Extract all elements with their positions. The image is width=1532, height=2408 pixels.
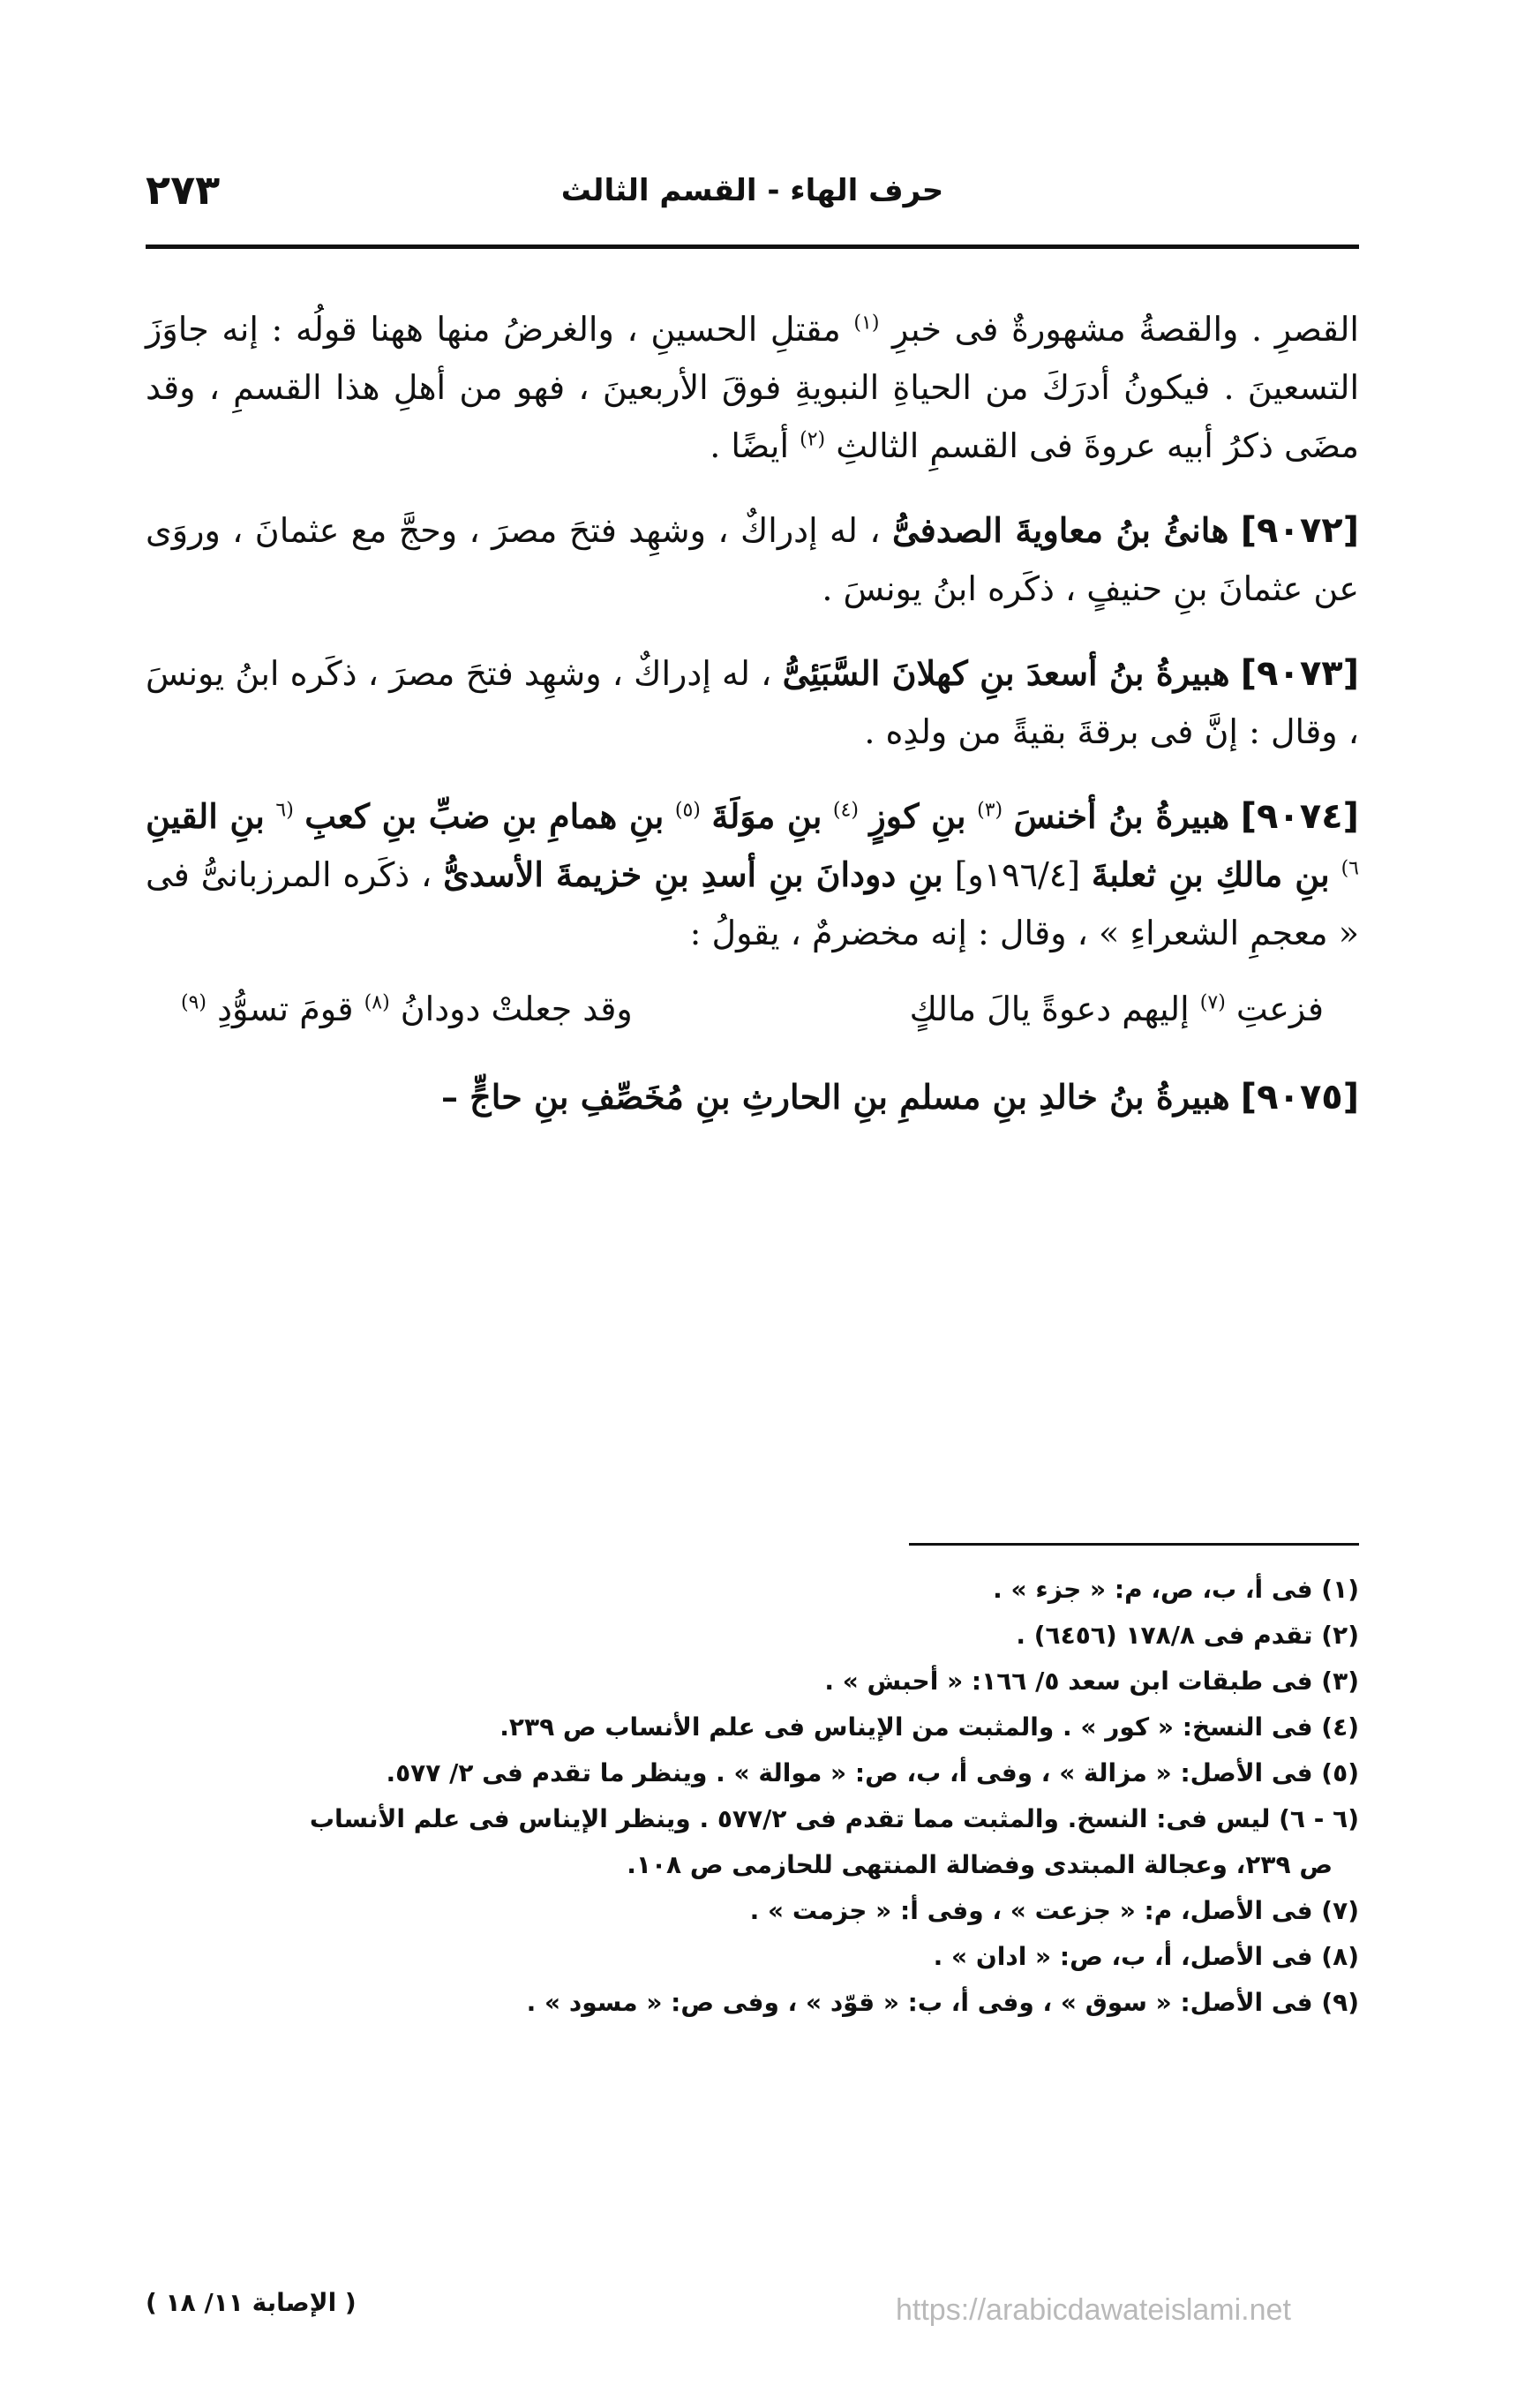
entry-number: [٩٠٧٢] [1240, 510, 1359, 551]
footnote: (٣) فى طبقات ابن سعد ٥/ ١٦٦: « أحبش » . [824, 1667, 1359, 1696]
footnote: (٥) فى الأصل: « مزالة » ، وفى أ، ب، ص: « موالة » . وينظر ما تقدم فى ٢/ ٥٧٧. [386, 1758, 1359, 1787]
entry-9073 [146, 644, 1359, 761]
footnote-ref[interactable]: ٦) [1340, 857, 1359, 880]
footnote-ref[interactable]: (٤) [832, 799, 859, 822]
entry-9075 [146, 1068, 1359, 1126]
footnote: (١) فى أ، ب، ص، م: « جزء » . [993, 1575, 1359, 1604]
page-number: ٢٧٣ [146, 166, 221, 214]
footnote-continuation: ص ٢٣٩، وعجالة المبتدى وفضالة المنتهى للحازمى ص ١٠٨. [627, 1850, 1333, 1879]
continuation-paragraph: القصرِ . والقصةُ مشهورةٌ فى خبرِ $^{(١)}$ مقتلِ الحسينِ ، والغرضُ منها ههنا قولُه : إنه جاوَزَ التسعينَ . فيكونُ أدرَكَ من الحياةِ النبويةِ فوقَ الأربعينَ ، فهو من أهلِ هذا القسمِ ، وقد مضَى ذكرُ أبيه عروةَ فى القسمِ الثالثِ $^{(٢)}$ أيضًا . [146, 310, 1359, 465]
footnote: (٦ - ٦) ليس فى: النسخ. والمثبت مما تقدم فى ٥٧٧/٢ . وينظر الإيناس فى علم الأنساب [309, 1804, 1359, 1833]
entry-number: [٩٠٧٤] [1240, 796, 1359, 837]
entry-text: ، له إدراكٌ ، وشهِد فتحَ مصرَ ، وحجَّ مع عثمانَ ، وروَى عن عثمانَ بنِ حنيفٍ ، ذكَره ابنُ يونسَ . [146, 511, 1359, 608]
entry-9072 [146, 501, 1359, 618]
footnote-ref[interactable]: (١) [853, 312, 880, 335]
verse [146, 980, 1359, 1038]
running-title: حرف الهاء - القسم الثالث [560, 173, 944, 208]
verse-second-hemistich: وقد جعلتْ دودانُ $^{(٨)}$ قومَ تسوُّدِ $^{(٩)}$ [181, 990, 633, 1028]
footnote-ref[interactable]: (٦ [275, 799, 294, 822]
entry-number: [٩٠٧٣] [1240, 653, 1359, 694]
entry-number: [٩٠٧٥] [1240, 1077, 1359, 1117]
footnote: (٧) فى الأصل، م: « جزعت » ، وفى أ: « جزمت » . [749, 1896, 1359, 1925]
footnote: (٢) تقدم فى ١٧٨/٨ (٦٤٥٦) . [1016, 1621, 1359, 1650]
volume-reference: [١٩٦/٤و] [954, 855, 1081, 894]
header-rule [146, 245, 1359, 249]
source-reference: ( الإصابة ١١/ ١٨ ) [146, 2288, 357, 2317]
entry-name: هانئُ بنُ معاويةَ الصدفىُّ [892, 510, 1229, 550]
entry-text: ، له إدراكٌ ، وشهِد فتحَ مصرَ ، ذكَره ابنُ يونسَ ، وقال : إنَّ فى برقةَ بقيةً من ولدِه . [146, 654, 1359, 751]
entry-9074: [٩٠٧٤] هبيرةُ بنُ أخنسَ $^{(٣)}$ بنِ كوزٍ $^{(٤)}$ بنِ موَلَةَ $^{(٥)}$ بنِ همامِ بنِ ضبِّ بنِ كعبِ $^{(٦}$ بنِ القينِ $^{٦)}$ بنِ مالكِ بنِ ثعلبةَ [١٩٦/٤و] بنِ دودانَ بنِ أسدِ بنِ خزيمةَ الأسدىُّ ، ذكَره المرزبانىُّ فى « معجمِ الشعراءِ » ، وقال : إنه مخضرمٌ ، يقولُ : [146, 796, 1359, 952]
main-text [146, 300, 1359, 1153]
footnote-ref[interactable]: (٣) [977, 799, 1003, 822]
footnotes [146, 1567, 1359, 2026]
page-header [146, 150, 1359, 230]
footnote-ref[interactable]: (٥) [674, 799, 701, 822]
entry-name: هبيرةُ بنُ خالدِ بنِ مسلمِ بنِ الحارثِ بنِ مُخَصِّفِ بنِ حاجٍّ – [440, 1077, 1230, 1117]
footnote-ref[interactable]: (٢) [800, 428, 826, 451]
footnote: (٤) فى النسخ: « كور » . والمثبت من الإيناس فى علم الأنساب ص ٢٣٩. [499, 1712, 1359, 1742]
entry-name: هبيرةُ بنُ أسعدَ بنِ كهلانَ السَّبَئِىُّ [782, 653, 1230, 693]
entry-text: ، ذكَره المرزبانىُّ فى « معجمِ الشعراءِ » ، وقال : إنه مخضرمٌ ، يقولُ : [146, 855, 1359, 952]
footnote-ref[interactable]: (٩) [181, 991, 207, 1014]
footnote-ref[interactable]: (٨) [364, 991, 390, 1014]
footnote: (٨) فى الأصل، أ، ب، ص: « ادان » . [933, 1942, 1359, 1971]
footnote: (٩) فى الأصل: « سوق » ، وفى أ، ب: « قوّد » ، وفى ص: « مسود » . [526, 1988, 1359, 2017]
watermark-url: https://arabicdawateislami.net [896, 2293, 1291, 2327]
footnote-rule [909, 1543, 1359, 1546]
footnote-ref[interactable]: (٧) [1199, 991, 1226, 1014]
verse-first-hemistich: فزعتِ $^{(٧)}$ إليهم دعوةً يالَ مالكٍ [909, 990, 1324, 1028]
